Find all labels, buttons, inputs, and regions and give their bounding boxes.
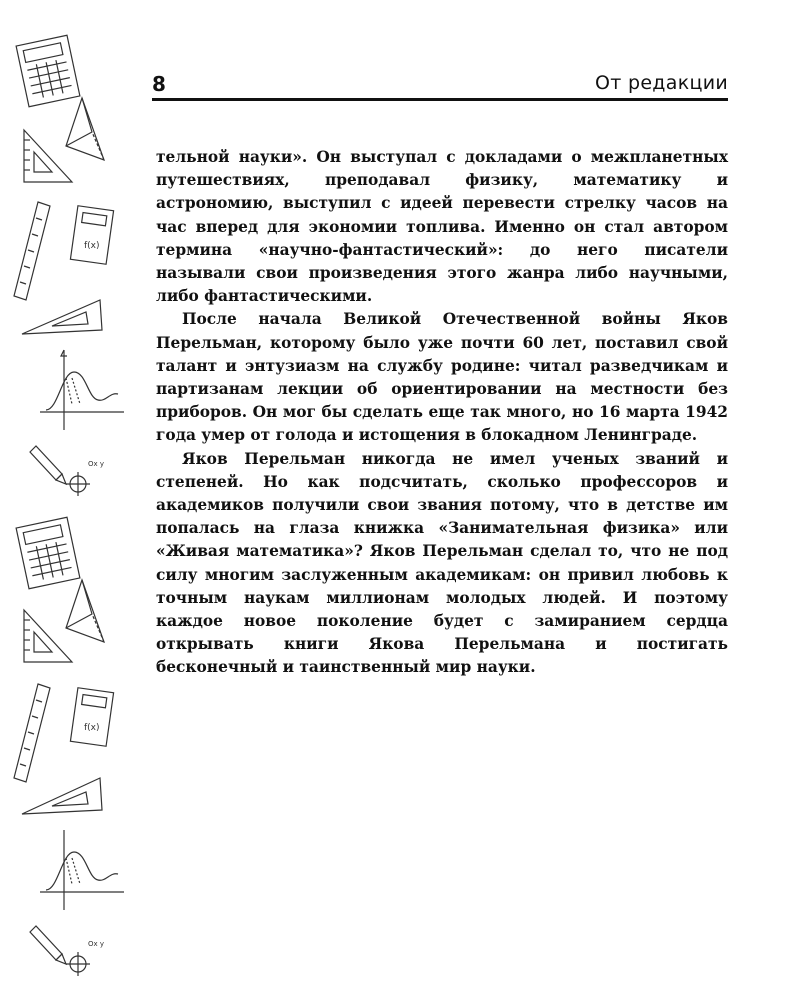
paragraph: Яков Перельман никогда не имел ученых званий и степеней. Но как подсчитать, сколько профессоров и академиков получили свои звания потому, что в детстве им попалась на глаза книжка «Занимательная физика» или «Живая математика»? Яков Перельман сделал то, что не под силу многим заслуженным академикам: он привил любовь к точным наукам миллионам молодых людей. И поэтому каждое новое поколение будет с замиранием сердца открывать книги Якова Перельмана и постигать бесконечный и таинственный мир науки. [156, 449, 728, 677]
paragraph: тельной науки». Он выступал с докладами о межпланетных путешествиях, преподавал физику, математику и астрономию, выступил с идеей перевести стрелку часов на час вперед для экономии топлива. Именно он стал автором термина «научно-фантастический»: до него писатели называли свои произведения этого жанра либо научными, либо фантастическими. [156, 148, 728, 306]
running-title: От редакции [595, 72, 728, 94]
paragraph: После начала Великой Отечественной войны Яков Перельман, которому было уже почти 60 лет, поставил свой талант и энтузиазм на службу родине: читал разведчикам и партизанам лекции об ориентировании на местности без приборов. Он мог бы сделать еще так много, но 16 марта 1942 года умер от голода и истощения в блокадном Ленинграде. [156, 310, 728, 445]
notebook-icon [70, 688, 113, 746]
ruler-icon [14, 202, 50, 300]
page-header [152, 70, 728, 101]
notebook-icon [70, 206, 113, 264]
pencil-icon [30, 446, 66, 484]
ruler-icon [14, 684, 50, 782]
svg-text:f(x): f(x) [84, 241, 100, 251]
compass-diagram-icon [66, 460, 104, 496]
svg-text:Ox y: Ox y [88, 940, 105, 948]
body-text [156, 146, 728, 680]
set-square-icon [22, 778, 102, 814]
calculator-icon [16, 35, 80, 106]
function-graph-icon [40, 350, 124, 430]
svg-text:f(x): f(x) [84, 723, 100, 733]
function-graph-icon [40, 830, 124, 910]
triangle-ruler-icon [24, 610, 72, 662]
compass-diagram-icon [66, 940, 104, 976]
pyramid-icon [66, 580, 104, 642]
pyramid-icon [66, 98, 104, 160]
margin-illustrations [0, 0, 140, 1000]
set-square-icon [22, 300, 102, 334]
calculator-icon [16, 517, 80, 588]
triangle-ruler-icon [24, 130, 72, 182]
svg-text:Ox y: Ox y [88, 460, 105, 468]
pencil-icon [30, 926, 66, 964]
page-number: 8 [152, 72, 166, 96]
